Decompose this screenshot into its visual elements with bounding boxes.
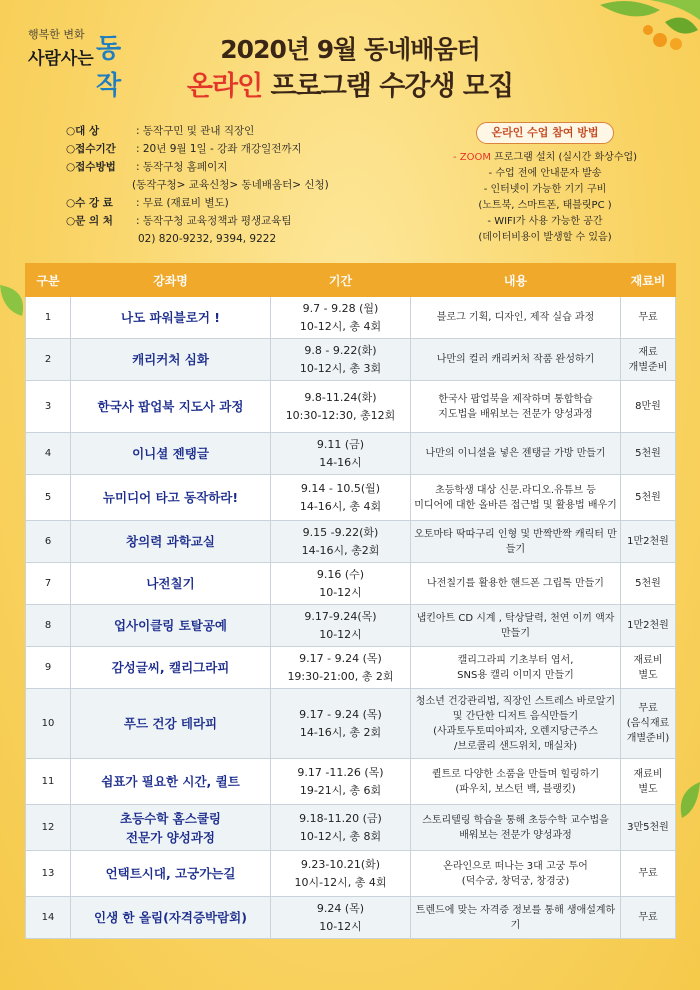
table-row [26, 759, 676, 805]
cell-period-line: 14-16시, 총 4회 [299, 499, 382, 513]
cell-fee-line: 8만원 [635, 401, 661, 412]
cell-content [411, 805, 621, 851]
table-row [26, 297, 676, 339]
cell-course [71, 805, 271, 851]
cell-fee [621, 805, 676, 851]
cell-content [411, 521, 621, 563]
cell-no: 11 [26, 759, 71, 805]
table-row [26, 689, 676, 759]
cell-course-line: 인생 한 올림(자격증박람회) [94, 910, 247, 925]
table-row [26, 647, 676, 689]
cell-fee-line: 개별준비) [626, 733, 670, 744]
cell-content-line: 온라인으로 떠나는 3대 고궁 투어 [443, 860, 588, 872]
cell-content [411, 475, 621, 521]
cell-period-line: 10-12시, 총 8회 [299, 829, 382, 843]
cell-period-line: 9.17-9.24(목) [304, 609, 377, 623]
cell-period [271, 689, 411, 759]
table-row [26, 805, 676, 851]
cell-fee-line: 5천원 [635, 578, 661, 589]
info-fee [66, 194, 329, 212]
cell-period-line: 9.24 (목) [316, 901, 365, 915]
header-course: 강좌명 [71, 264, 271, 297]
logo-slogan: 행복한 변화 [28, 28, 85, 41]
cell-content-line: (덕수궁, 창덕궁, 창경궁) [461, 875, 570, 887]
cell-course [71, 647, 271, 689]
leaf-decoration-right-icon [674, 780, 700, 820]
cell-fee-line: 무료 [638, 703, 658, 714]
page-title-line2 [0, 64, 700, 103]
cell-period-line: 10-12시 [319, 919, 362, 933]
cell-fee [621, 297, 676, 339]
cell-course-line: 캐리커처 심화 [132, 352, 209, 367]
cell-no: 2 [26, 339, 71, 381]
info-block [66, 122, 329, 248]
table-row [26, 381, 676, 433]
cell-fee-line: 별도 [638, 669, 658, 681]
cell-content [411, 605, 621, 647]
cell-no: 8 [26, 605, 71, 647]
table-row [26, 605, 676, 647]
cell-content [411, 381, 621, 433]
cell-fee [621, 433, 676, 475]
cell-period [271, 759, 411, 805]
table-row [26, 897, 676, 939]
cell-period-line: 19:30-21:00, 총 2회 [287, 669, 394, 683]
info-method-path: (동작구청> 교육신청> 동네배움터> 신청) [132, 179, 329, 191]
cell-content [411, 297, 621, 339]
cell-content-line: 나전칠기를 활용한 핸드폰 그립톡 만들기 [427, 578, 604, 589]
cell-course-line: 초등수학 홈스쿨링 [120, 810, 221, 826]
cell-fee-line: 3만5천원 [627, 822, 669, 833]
cell-content-line: 및 간단한 디저트 음식만들기 [452, 710, 579, 722]
cell-period [271, 339, 411, 381]
info-contact [66, 212, 329, 230]
table-row [26, 521, 676, 563]
cell-course-line: 쉼표가 필요한 시간, 퀼트 [101, 774, 240, 789]
cell-course-line: 나전칠기 [146, 576, 195, 591]
cell-course [71, 689, 271, 759]
cell-content-line: 배워보는 전문가 양성과정 [459, 829, 572, 841]
cell-period-line: 9.17 - 9.24 (목) [299, 707, 382, 721]
method-line: (데이터비용이 발생할 수 있음) [478, 232, 612, 243]
cell-period-line: 10-12시 [319, 585, 362, 599]
cell-fee-line: 재료비 [633, 654, 663, 666]
cell-course-line: 창의력 과학교실 [126, 534, 215, 549]
cell-course-line: 업사이클링 토탈공예 [113, 618, 228, 633]
cell-fee [621, 897, 676, 939]
cell-course-line: 한국사 팝업북 지도사 과정 [97, 399, 244, 414]
online-method-box [430, 122, 660, 246]
info-value: : 동작구민 및 관내 직장인 [136, 125, 255, 137]
cell-no: 5 [26, 475, 71, 521]
cell-period [271, 805, 411, 851]
cell-course [71, 759, 271, 805]
cell-content-line: 청소년 건강관리법, 직장인 스트레스 바로알기 [415, 695, 616, 707]
cell-content [411, 339, 621, 381]
cell-content-line: 나만의 컬러 캐리커처 작품 완성하기 [436, 354, 595, 365]
cell-period-line: 19-21시, 총 6회 [299, 783, 382, 797]
cell-fee-line: 무료 [638, 912, 658, 923]
cell-fee-line: (음식재료 [626, 718, 670, 729]
cell-course-line: 푸드 건강 테라피 [123, 716, 218, 731]
cell-period [271, 851, 411, 897]
page-title-line1: 2020년 9월 동네배움터 [220, 35, 480, 64]
info-label: ○문 의 처 [66, 215, 113, 227]
cell-period [271, 563, 411, 605]
cell-fee [621, 339, 676, 381]
cell-fee-line: 1만2천원 [627, 536, 669, 547]
cell-period-line: 9.18-11.20 (금) [299, 811, 382, 825]
cell-period-line: 9.8-11.24(화) [304, 390, 377, 404]
cell-period-line: 9.8 - 9.22(화) [304, 343, 377, 357]
cell-course-line: 언택트시대, 고궁가는길 [105, 866, 236, 881]
method-line-zoom: - ZOOM 프로그램 설치 (실시간 화상수업) [452, 152, 638, 163]
title-rest: 프로그램 수강생 모집 [262, 71, 514, 102]
method-line: (노트북, 스마트폰, 태블릿PC ) [478, 200, 612, 211]
cell-content-line: 블로그 기획, 디자인, 제작 실습 과정 [436, 312, 595, 323]
cell-course [71, 475, 271, 521]
header-content: 내용 [411, 264, 621, 297]
cell-content-line: 트렌드에 맞는 자격증 정보를 통해 생애설계하기 [415, 904, 616, 931]
cell-period-line: 10-12시 [319, 627, 362, 641]
cell-course [71, 339, 271, 381]
cell-course-line: 이니셜 젠탱글 [132, 446, 209, 461]
cell-fee [621, 563, 676, 605]
title-highlight: 온라인 [186, 71, 263, 102]
cell-content [411, 897, 621, 939]
table-row [26, 563, 676, 605]
info-label: ○대 상 [66, 125, 100, 137]
cell-no: 4 [26, 433, 71, 475]
cell-period [271, 433, 411, 475]
table-row [26, 851, 676, 897]
cell-course [71, 563, 271, 605]
cell-content [411, 851, 621, 897]
cell-content-line: 지도법을 배워보는 전문가 양성과정 [438, 408, 593, 420]
cell-content [411, 689, 621, 759]
cell-period [271, 521, 411, 563]
table-row [26, 339, 676, 381]
cell-fee-line: 5천원 [635, 448, 661, 459]
cell-no: 6 [26, 521, 71, 563]
header-no: 구분 [26, 264, 71, 297]
logo-text: 사람사는 [28, 49, 94, 69]
cell-fee [621, 381, 676, 433]
cell-period-line: 14-16시, 총2회 [301, 543, 380, 557]
cell-fee [621, 759, 676, 805]
cell-no: 7 [26, 563, 71, 605]
cell-course [71, 433, 271, 475]
table-row [26, 475, 676, 521]
cell-no: 10 [26, 689, 71, 759]
cell-course [71, 381, 271, 433]
header-period: 기간 [271, 264, 411, 297]
cell-period-line: 9.17 -11.26 (목) [297, 765, 384, 779]
logo-accent: 동작 [96, 34, 122, 101]
cell-no: 1 [26, 297, 71, 339]
cell-content-line: (사과토두토띠아피자, 오렌지당근주스 [433, 725, 598, 737]
cell-fee [621, 647, 676, 689]
info-value: : 무료 (재료비 별도) [136, 197, 229, 209]
cell-period [271, 897, 411, 939]
cell-course [71, 851, 271, 897]
method-line: - 인터넷이 가능한 기기 구비 [483, 184, 607, 195]
cell-content-line: (파우치, 보스턴 백, 블랭킷) [455, 783, 576, 795]
info-label: ○접수기간 [66, 143, 116, 155]
cell-fee-line: 1만2천원 [627, 620, 669, 631]
info-phone: 02) 820-9232, 9394, 9222 [138, 233, 277, 245]
cell-fee-line: 개별준비 [628, 361, 668, 373]
cell-content-line: 나만의 이니셜을 넣은 젠탱글 가방 만들기 [425, 448, 606, 459]
cell-content [411, 563, 621, 605]
cell-fee [621, 851, 676, 897]
cell-fee-line: 무료 [638, 312, 658, 323]
info-value: : 동작구청 홈페이지 [136, 161, 228, 173]
cell-fee-line: 별도 [638, 783, 658, 795]
cell-no: 12 [26, 805, 71, 851]
cell-content [411, 433, 621, 475]
cell-fee-line: 5천원 [635, 492, 661, 503]
cell-no: 13 [26, 851, 71, 897]
cell-period [271, 475, 411, 521]
info-value: : 동작구청 교육정책과 평생교육팀 [136, 215, 292, 227]
cell-content-line: /브로콜리 샌드위치, 매실차) [453, 740, 578, 752]
cell-fee [621, 521, 676, 563]
cell-period-line: 10-12시, 총 4회 [299, 319, 382, 333]
cell-no: 9 [26, 647, 71, 689]
cell-course [71, 897, 271, 939]
program-table [25, 263, 676, 939]
info-target [66, 122, 329, 140]
cell-period [271, 297, 411, 339]
method-line: - WIFI가 사용 가능한 공간 [487, 216, 603, 227]
cell-course [71, 605, 271, 647]
cell-fee [621, 689, 676, 759]
table-header-row [26, 264, 676, 297]
header-fee: 재료비 [621, 264, 676, 297]
cell-content [411, 647, 621, 689]
cell-content-line: 한국사 팝업북을 제작하며 통합학습 [438, 393, 593, 405]
cell-content-line: 냅킨아트 CD 시계 , 탁상달력, 천연 이끼 액자만들기 [416, 612, 615, 639]
cell-period-line: 10시-12시, 총 4회 [294, 875, 387, 889]
table-row [26, 433, 676, 475]
cell-period [271, 381, 411, 433]
info-label: ○접수방법 [66, 161, 116, 173]
cell-course-line: 나도 파워블로거 ! [121, 310, 220, 325]
online-method-title: 온라인 수업 참여 방법 [476, 122, 613, 144]
cell-no: 14 [26, 897, 71, 939]
cell-content-line: 오토마타 딱따구리 인형 및 반짝반짝 캐릭터 만들기 [414, 528, 617, 555]
cell-period-line: 9.17 - 9.24 (목) [299, 651, 382, 665]
cell-period-line: 10:30-12:30, 총12회 [285, 408, 396, 422]
cell-period-line: 9.15 -9.22(화) [302, 525, 379, 539]
cell-period-line: 9.14 - 10.5(월) [300, 481, 381, 495]
cell-content [411, 759, 621, 805]
info-method [66, 158, 329, 176]
cell-course-line: 전문가 양성과정 [126, 829, 215, 845]
info-label: ○수 강 료 [66, 197, 113, 209]
cell-period-line: 9.16 (수) [316, 567, 365, 581]
cell-content-line: SNS용 캘리 이미지 만들기 [457, 669, 574, 681]
cell-fee [621, 605, 676, 647]
cell-fee-line: 재료비 [633, 768, 663, 780]
cell-content-line: 미디어에 대한 올바른 접근법 및 활용법 배우기 [414, 499, 617, 511]
cell-content-line: 퀼트로 다양한 소품을 만들며 힐링하기 [431, 768, 600, 780]
cell-period-line: 14-16시 [319, 455, 362, 469]
cell-period-line: 14-16시, 총 2회 [299, 725, 382, 739]
cell-content-line: 캘리그라피 기초부터 엽서, [457, 654, 574, 666]
info-period [66, 140, 329, 158]
cell-period-line: 10-12시, 총 3회 [299, 361, 382, 375]
cell-fee [621, 475, 676, 521]
cell-content-line: 초등학생 대상 신문.라디오.유튜브 등 [435, 484, 596, 496]
cell-content-line: 스토리텔링 학습을 통해 초등수학 교수법을 [422, 814, 609, 826]
cell-course-line: 뉴미디어 타고 동작하라! [102, 490, 239, 505]
cell-fee-line: 무료 [638, 868, 658, 879]
cell-no: 3 [26, 381, 71, 433]
cell-period [271, 647, 411, 689]
info-value: : 20년 9월 1일 - 강좌 개강일전까지 [136, 143, 302, 155]
cell-course [71, 521, 271, 563]
cell-fee-line: 재료 [638, 346, 658, 358]
method-line: - 수업 전에 안내문자 발송 [488, 168, 602, 179]
cell-period [271, 605, 411, 647]
cell-course-line: 감성글씨, 캘리그라피 [111, 660, 230, 675]
cell-period-line: 9.7 - 9.28 (월) [302, 301, 379, 315]
cell-period-line: 9.11 (금) [316, 437, 365, 451]
cell-period-line: 9.23-10.21(화) [300, 857, 381, 871]
cell-course [71, 297, 271, 339]
